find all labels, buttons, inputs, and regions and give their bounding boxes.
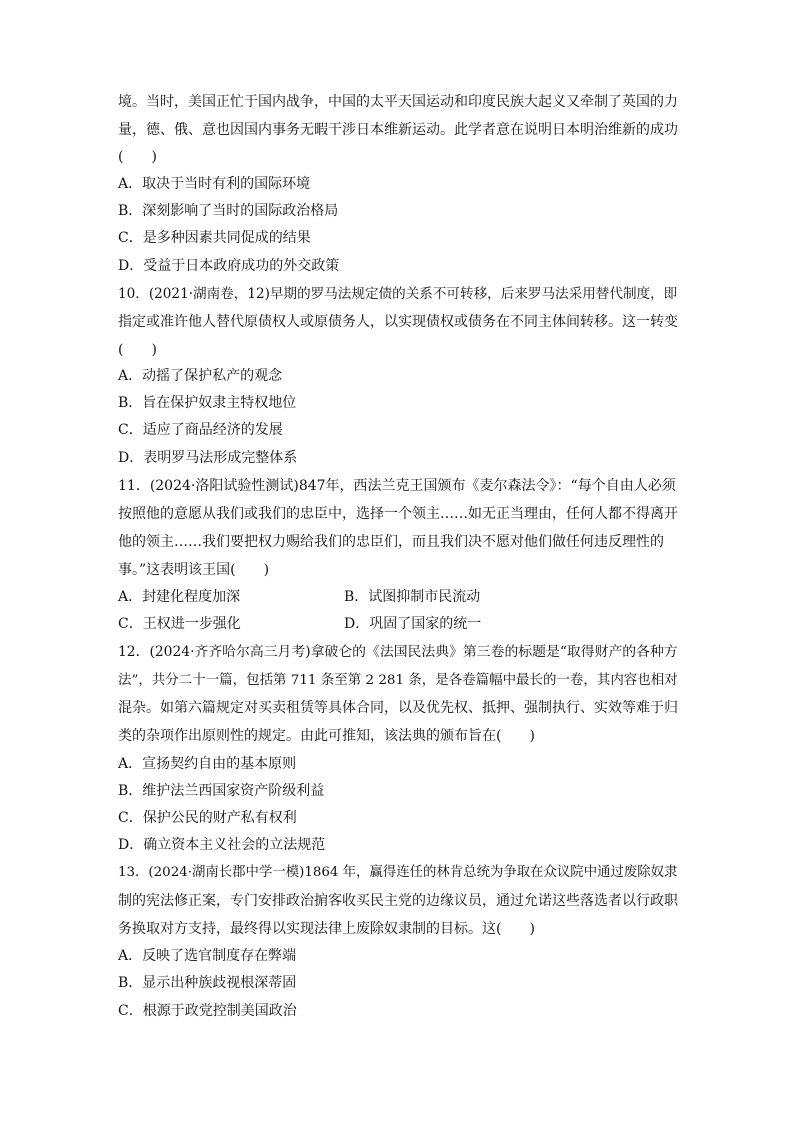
q10-option-c: C．适应了商品经济的发展 — [118, 422, 283, 438]
q12-stem-line-4: 类的杂项作出原则性的规定。由此可推知，该法典的颁布旨在( ) — [118, 728, 535, 744]
q13-option-c: C．根源于政党控制美国政治 — [118, 1003, 297, 1019]
q9-option-d: D．受益于日本政府成功的外交政策 — [118, 258, 340, 274]
q9-option-b: B．深刻影响了当时的国际政治格局 — [118, 203, 339, 219]
q10-stem-line-2: 指定或准许他人替代原债权人或原债务人，以实现债权或债务在不同主体间转移。这一转变 — [118, 314, 678, 330]
q11-stem-line-3: 他的领主……我们要把权力赐给我们的忠臣们，而且我们决不愿对他们做任何违反理性的 — [118, 534, 664, 550]
q12-option-d: D．确立资本主义社会的立法规范 — [118, 837, 326, 853]
q13-stem-line-3: 务换取对方支持，最终得以实现法律上废除奴隶制的目标。这( ) — [118, 921, 535, 937]
q11-stem-line-1: 11．(2024·洛阳试验性测试)847年，西法兰克王国颁布《麦尔森法令》：“每个自由人必须 — [118, 478, 676, 494]
q12-stem-line-3: 混杂。如第六篇规定对买卖租赁等具体合同，以及优先权、抵押、强制执行、实效等难于归 — [118, 700, 678, 716]
q10-option-b: B．旨在保护奴隶主特权地位 — [118, 395, 297, 411]
q13-option-a: A．反映了选官制度存在弊端 — [118, 948, 297, 964]
q9-option-c: C．是多种因素共同促成的结果 — [118, 230, 311, 246]
q10-stem-line-1: 10．(2021·湖南卷，12)早期的罗马法规定债的关系不可转移，后来罗马法采用替代制度，即 — [118, 286, 678, 302]
q11-options-row-1 — [118, 587, 481, 607]
q11-option-c: C．王权进一步强化 — [118, 616, 241, 632]
q12-stem-line-1: 12．(2024·齐齐哈尔高三月考)拿破仑的《法国民法典》第三卷的标题是“取得财产的各种方 — [118, 644, 678, 660]
q10-option-d: D．表明罗马法形成完整体系 — [118, 450, 298, 466]
q10-answer-blank: ( ) — [118, 342, 157, 358]
q13-stem-line-1: 13．(2024·湖南长郡中学一模)1864 年，赢得连任的林肯总统为争取在众议院中通过废除奴隶 — [118, 865, 678, 880]
q11-option-b: B．试图抑制市民流动 — [344, 589, 481, 605]
q12-option-c: C．保护公民的财产私有权利 — [118, 810, 297, 826]
q12-stem-line-2: 法”，共分二十一篇，包括第 711 条至第 2 281 条，是各卷篇幅中最长的一卷，其内容也相对 — [118, 672, 678, 688]
q11-option-d: D．巩固了国家的统一 — [344, 616, 482, 632]
q11-stem-line-2: 按照他的意愿从我们或我们的忠臣中，选择一个领主……如无正当理由，任何人都不得离开 — [118, 506, 678, 522]
q10-option-a: A．动摇了保护私产的观念 — [118, 368, 283, 384]
q13-option-b: B．显示出种族歧视根深蒂固 — [118, 975, 297, 991]
q9-option-a: A．取决于当时有利的国际环境 — [118, 176, 311, 192]
q11-option-a: A．封建化程度加深 — [118, 589, 241, 605]
q13-stem-line-2: 制的宪法修正案，专门安排政治掮客收买民主党的边缘议员，通过允诺这些落选者以行政职 — [118, 893, 678, 909]
q12-option-b: B．维护法兰西国家资产阶级利益 — [118, 783, 325, 799]
q11-options-row-2 — [118, 614, 482, 634]
q11-stem-line-4: 事。”这表明该王国( ) — [118, 562, 270, 578]
q12-option-a: A．宣扬契约自由的基本原则 — [118, 756, 297, 772]
q9-stem-line-2: 量，德、俄、意也因国内事务无暇干涉日本维新运动。此学者意在说明日本明治维新的成功 — [118, 122, 678, 138]
q9-answer-blank: ( ) — [118, 149, 157, 165]
q9-stem-line-1: 境。当时，美国正忙于国内战争，中国的太平天国运动和印度民族大起义又牵制了英国的力 — [118, 94, 678, 110]
